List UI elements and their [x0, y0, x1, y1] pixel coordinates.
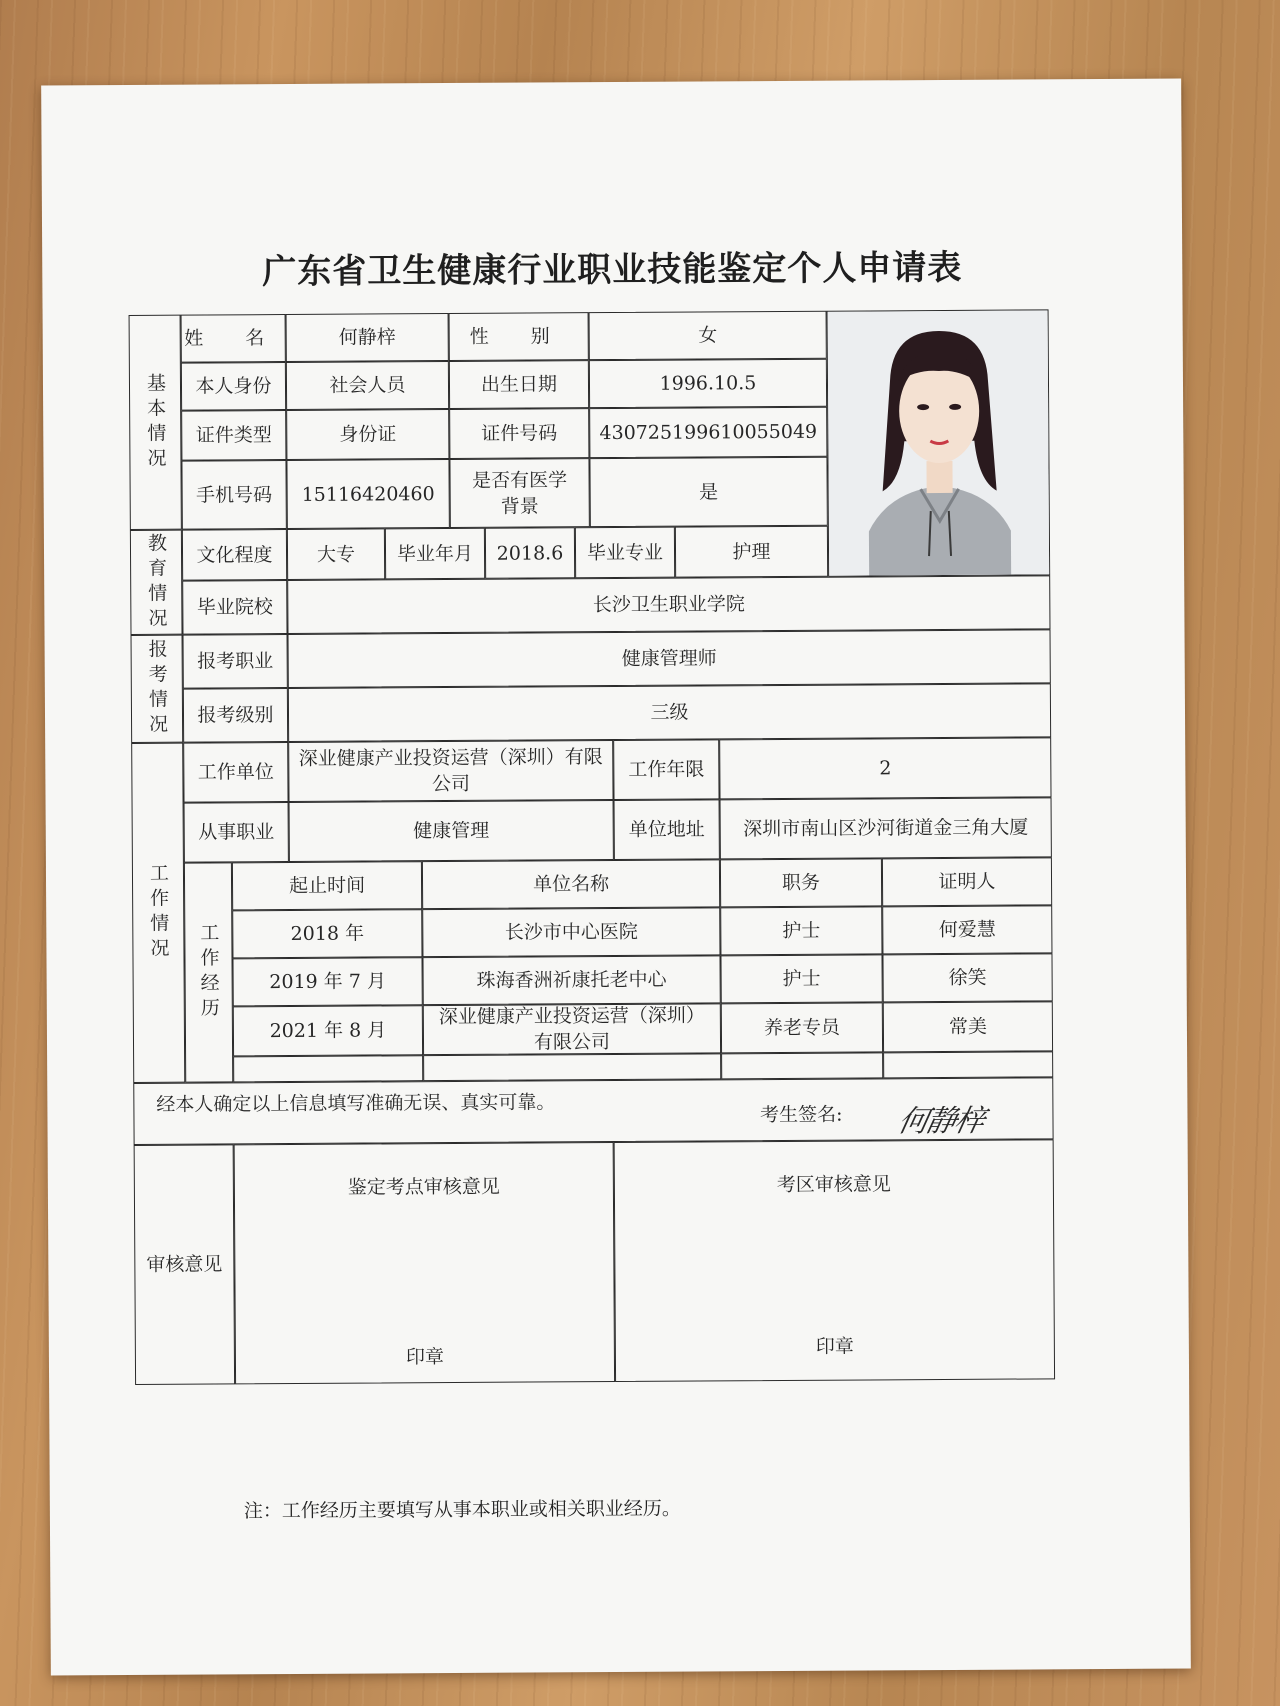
history-header-position: 职务: [720, 858, 882, 907]
grad-date-label: 毕业年月: [385, 528, 485, 580]
section-education: 教育情况: [130, 530, 183, 635]
section-exam: 报考情况: [131, 635, 184, 743]
employer-label: 工作单位: [183, 742, 288, 803]
declaration-text: 经本人确定以上信息填写准确无误、真实可靠。: [156, 1091, 556, 1116]
work-history-label: 工作经历: [184, 862, 233, 1082]
name-value: 何静梓: [286, 313, 449, 362]
history-period: 2021 年 8 月: [233, 1005, 423, 1056]
id-type-value: 身份证: [286, 409, 449, 460]
history-header-unit: 单位名称: [422, 859, 720, 909]
review-area-box: [614, 1139, 1055, 1382]
applicant-photo: [827, 309, 1051, 576]
review-label: 审核意见: [134, 1144, 235, 1385]
history-witness: 徐笑: [882, 953, 1052, 1002]
footnote: 注：工作经历主要填写从事本职业或相关职业经历。: [243, 1497, 681, 1523]
review-area-label: 考区审核意见: [776, 1173, 891, 1197]
declaration-box: [133, 1077, 1053, 1145]
major-label: 毕业专业: [575, 527, 675, 579]
school-label: 毕业院校: [182, 580, 287, 635]
history-unit: 珠海香洲祈康托老中心: [422, 955, 720, 1005]
identity-label: 本人身份: [181, 362, 286, 411]
school-value: 长沙卫生职业学院: [287, 575, 1050, 634]
gender-value: 女: [589, 311, 827, 360]
job-label: 从事职业: [184, 802, 289, 863]
employer-value: 深业健康产业投资运营（深圳）有限公司: [288, 740, 613, 802]
portrait-image: [828, 310, 1051, 576]
id-type-label: 证件类型: [181, 410, 286, 461]
history-position: 养老专员: [721, 1002, 883, 1053]
medical-value: 是: [589, 457, 827, 527]
id-number-value: 430725199610055049: [589, 407, 827, 458]
major-value: 护理: [675, 526, 828, 578]
history-period: 2018 年: [232, 909, 422, 958]
work-years-value: 2: [719, 737, 1051, 799]
signature-label: 考生签名:: [759, 1103, 843, 1127]
form-title: 广东省卫生健康行业职业技能鉴定个人申请表: [262, 247, 963, 293]
exam-level-label: 报考级别: [183, 688, 288, 743]
phone-value: 15116420460: [286, 459, 449, 529]
address-value: 深圳市南山区沙河街道金三角大厦: [720, 797, 1052, 859]
phone-label: 手机号码: [181, 460, 286, 530]
review-area-seal: 印章: [815, 1335, 854, 1358]
grad-date-value: 2018.6: [485, 527, 575, 579]
applicant-signature: 何静梓: [894, 1103, 987, 1140]
section-basic: 基本情况: [129, 315, 182, 530]
history-period: [233, 1055, 423, 1082]
history-unit: 长沙市中心医院: [422, 907, 720, 957]
history-header-witness: 证明人: [882, 857, 1052, 906]
work-years-label: 工作年限: [613, 739, 719, 800]
review-site-seal: 印章: [405, 1346, 444, 1369]
birth-value: 1996.10.5: [589, 359, 827, 408]
name-label: 姓 名: [181, 314, 286, 363]
identity-value: 社会人员: [286, 361, 449, 410]
exam-occupation-value: 健康管理师: [288, 629, 1051, 688]
history-position: [721, 1052, 883, 1079]
edu-level-label: 文化程度: [182, 529, 287, 581]
review-site-label: 鉴定考点审核意见: [347, 1175, 500, 1199]
edu-level-value: 大专: [287, 528, 385, 580]
history-position: 护士: [720, 954, 882, 1003]
history-witness: 何爱慧: [882, 905, 1052, 954]
address-label: 单位地址: [614, 799, 720, 860]
application-table: [129, 309, 1092, 1475]
history-unit: 深业健康产业投资运营（深圳）有限公司: [423, 1003, 721, 1055]
section-work: 工作情况: [131, 743, 185, 1083]
medical-label: 是否有医学背景: [449, 458, 589, 528]
id-number-label: 证件号码: [449, 408, 589, 459]
exam-occupation-label: 报考职业: [183, 634, 288, 689]
exam-level-value: 三级: [288, 683, 1051, 742]
birth-label: 出生日期: [449, 360, 589, 409]
history-witness: 常美: [883, 1001, 1053, 1052]
review-site-box: [234, 1142, 615, 1384]
history-unit: [423, 1053, 721, 1081]
gender-label: 性 别: [449, 312, 589, 361]
history-header-period: 起止时间: [232, 861, 422, 910]
job-value: 健康管理: [289, 800, 614, 862]
history-position: 护士: [720, 906, 882, 955]
application-form-paper: [41, 79, 1191, 1676]
history-period: 2019 年 7 月: [232, 957, 422, 1006]
history-witness: [883, 1051, 1053, 1078]
